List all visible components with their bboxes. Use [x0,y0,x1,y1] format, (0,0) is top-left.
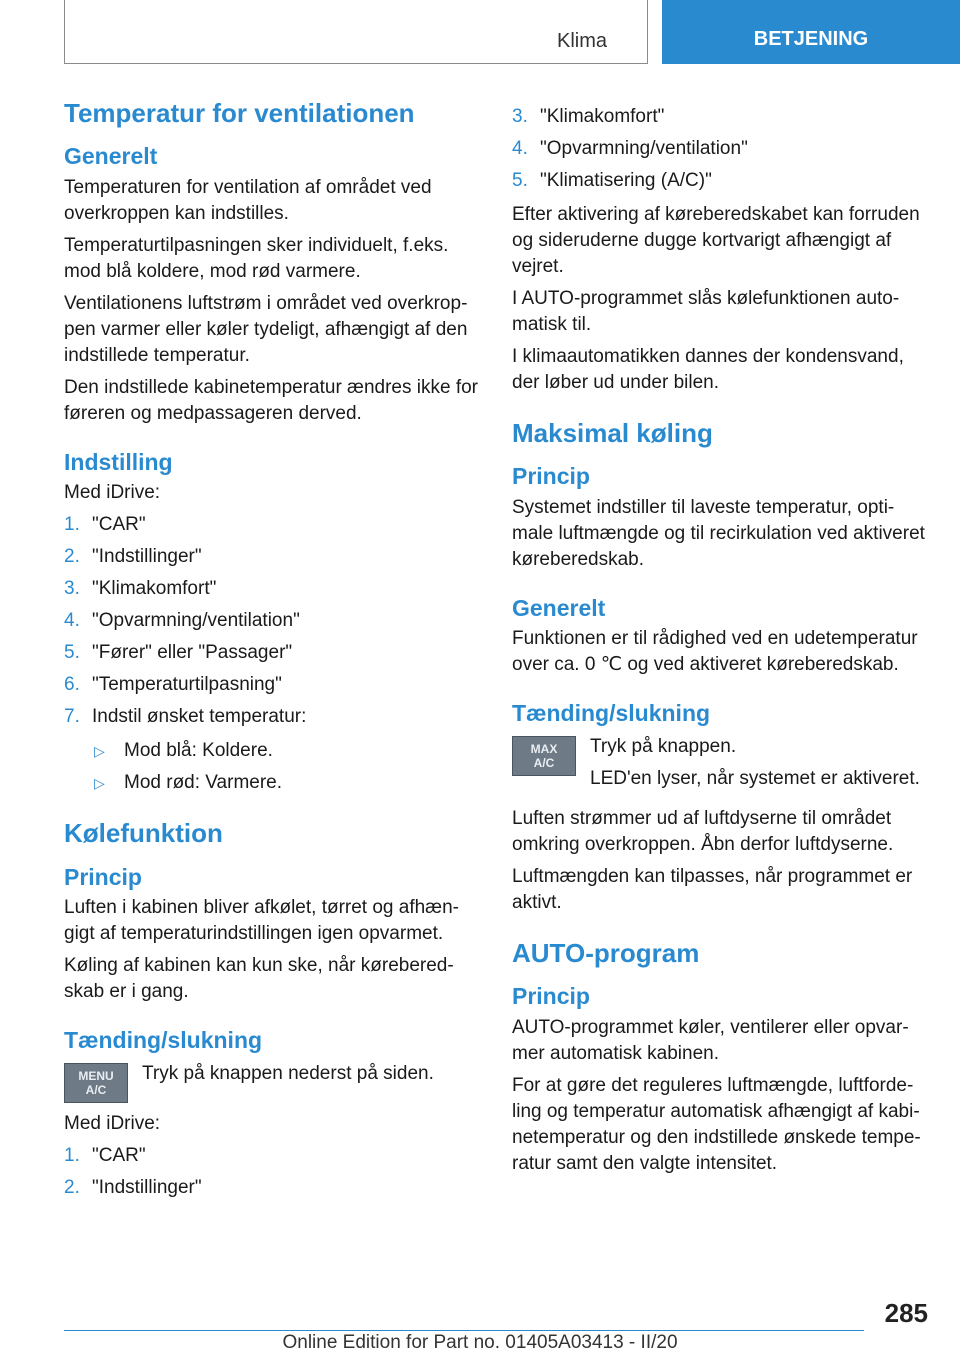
steps-kolefunktion [64,1143,479,1201]
list-item [64,608,479,634]
button-instruction-text [590,734,920,798]
step-text: "CAR" [92,514,146,536]
step-text: "Indstillinger" [92,546,202,568]
step-number: 1. [64,1144,80,1166]
button-label-line1: MENU [78,1068,114,1083]
header-section-title: Klima [557,30,608,52]
heading-indstilling: Indstilling [64,448,173,475]
title-temperatur-ventilation: Temperatur for ventilationen [64,98,415,128]
title-kolefunktion: Kølefunktion [64,818,223,849]
list-item [64,512,479,538]
para: Funktionen er til rådighed ved en udetemperatur over ca. 0 ℃ og ved aktiveret køreberedskab. [512,628,918,676]
step-text: "Klimakomfort" [92,578,217,600]
list-item [512,168,932,194]
menu-ac-button-icon [64,1063,128,1103]
list-item [64,1175,479,1201]
para: Temperaturen for ventilation af området ved overkroppen kan indstilles. [64,176,432,224]
heading-princip: Princip [512,983,590,1010]
button-instruction-text [142,1061,434,1093]
para: Efter aktivering af køreberedskabet kan forruden og sideruderne dugge kortvarigt afhængigt af vejret. [512,204,920,277]
step-text: "CAR" [92,1144,146,1166]
step-text: "Opvarmning/ventilation" [540,138,748,159]
step-text: "Temperaturtilpasning" [92,674,282,696]
list-item [64,576,479,602]
heading-taending-slukning: Tænding/slukning [64,1027,263,1054]
button-label-line2: A/C [533,755,555,770]
para: I AUTO-programmet slås kølefunktionen auto-matisk til. [512,288,900,335]
step-number: 5. [512,170,528,191]
step-number: 4. [64,610,80,632]
list-item [64,544,479,570]
button-label-line1: MAX [530,741,558,756]
para: AUTO-programmet køler, ventilerer eller opvar-mer automatisk kabinen. [512,1016,909,1064]
para: Den indstillede kabinetemperatur ændres ikke for føreren og medpassageren derved. [64,376,478,424]
step-text: "Opvarmning/ventilation" [92,610,300,632]
steps-indstilling [64,512,479,730]
heading-taending-slukning: Tænding/slukning [512,700,711,727]
left-column [64,98,479,1209]
title-auto-program: AUTO-program [512,937,700,968]
triangle-bullet-icon: ▷ [94,743,105,760]
button-label-line2: A/C [85,1082,107,1097]
step-number: 1. [64,514,80,536]
intro-idrive: Med iDrive: [64,482,161,504]
para: Systemet indstiller til laveste temperatur, opti-male luftmængde og til recirkulation ved aktiveret køreberedskab. [512,496,925,570]
list-item [512,104,932,130]
step-number: 3. [512,106,528,127]
para: Luften i kabinen bliver afkølet, tørret og afhæn-gigt af temperaturindstillingen igen opvarmet. [64,897,459,945]
sub-list-temperature [94,738,479,796]
step-text: "Klimakomfort" [540,106,665,127]
para: Ventilationens luftstrøm i området ved overkrop-pen varmer eller køler tydeligt, afhængigt af den indstillede temperatur. [64,292,468,366]
para: LED'en lyser, når systemet er aktiveret. [590,767,920,789]
footer-divider [64,1330,864,1331]
para: Tryk på knappen nederst på siden. [142,1062,434,1084]
step-text: Indstil ønsket temperatur: [92,706,307,728]
step-number: 6. [64,674,80,696]
para: For at gøre det reguleres luftmængde, luftforde-ling og temperatur automatisk afhængigt af kabi-netemperatur og den indstillede ønskede tempe-ratur samt den valgte intensitet. [512,1074,921,1174]
step-number: 2. [64,1176,80,1198]
list-item [64,704,479,730]
para: Køling af kabinen kan kun ske, når kørebered-skab er i gang. [64,955,454,1003]
step-number: 4. [512,138,528,159]
max-ac-button-icon [512,736,576,776]
heading-princip: Princip [64,863,142,890]
steps-continued [512,104,932,194]
right-column [512,104,932,1183]
list-item [512,136,932,162]
step-text: "Klimatisering (A/C)" [540,170,712,191]
para: Temperaturtilpasningen sker individuelt, f.eks. mod blå koldere, mod rød varmere. [64,234,449,282]
heading-generelt: Generelt [64,143,158,170]
header-chapter-tab[interactable] [662,0,960,64]
page-number: 285 [884,1298,928,1328]
intro-idrive: Med iDrive: [64,1112,161,1134]
heading-generelt: Generelt [512,594,606,621]
step-text: "Indstillinger" [92,1176,202,1198]
footer-edition: Online Edition for Part no. 01405A03413 - II/20 [282,1332,678,1353]
step-number: 5. [64,642,80,664]
list-item [94,770,479,796]
para: Luftmængden kan tilpasses, når programmet er aktivt. [512,865,913,913]
triangle-bullet-icon: ▷ [94,775,105,792]
step-number: 7. [64,706,80,728]
button-instruction [512,734,932,798]
para: Luften strømmer ud af luftdyserne til området omkring overkroppen. Åbn derfor luftdyserne. [512,807,894,855]
step-number: 3. [64,578,80,600]
sub-text: Mod rød: Varmere. [124,772,283,794]
step-number: 2. [64,546,80,568]
heading-princip: Princip [512,463,590,490]
list-item [64,640,479,666]
title-maksimal-koling: Maksimal køling [512,418,713,448]
button-instruction [64,1061,479,1103]
list-item [94,738,479,764]
list-item [64,672,479,698]
sub-text: Mod blå: Koldere. [124,740,273,762]
step-text: "Fører" eller "Passager" [92,642,293,664]
para: I klimaautomatikken dannes der kondensvand, der løber ud under bilen. [512,346,904,393]
list-item [64,1143,479,1169]
para: Tryk på knappen. [590,735,737,757]
header-chapter-label: BETJENING [753,27,869,50]
